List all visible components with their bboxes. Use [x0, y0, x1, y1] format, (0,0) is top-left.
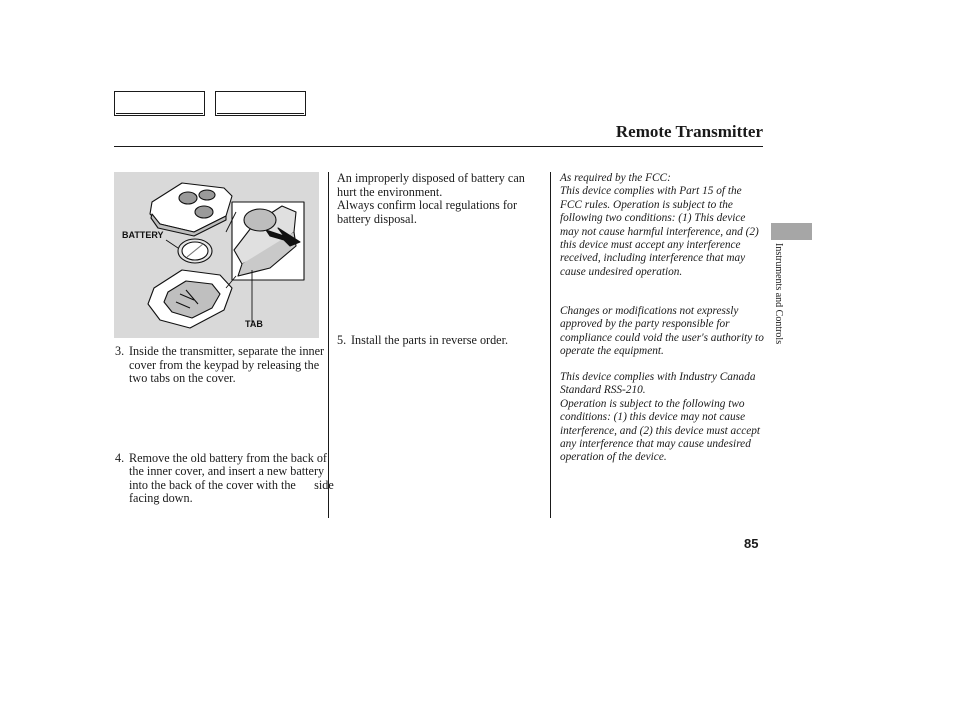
- changes-notice: Changes or modifications not expressly approved by the party responsible for compliance could void the user's authority to operate the equipment.: [560, 305, 764, 358]
- fcc-body: This device complies with Part 15 of the FCC rules. Operation is subject to the following two conditions: (1) This device may not cause harmful interference, and (2) this device must accept any interference received, including interference that may cause undesired operation.: [560, 185, 759, 278]
- industry-canada-notice: [560, 371, 765, 465]
- transmitter-drawing: [114, 172, 319, 338]
- fcc-notice: [560, 172, 765, 279]
- step-4-text: Remove the old battery from the back of the inner cover, and insert a new battery into the back of the cover with the side facing down.: [129, 450, 337, 505]
- battery-leader-line: [166, 240, 178, 248]
- page-title: Remote Transmitter: [615, 122, 763, 141]
- transmitter-illustration: [114, 172, 319, 338]
- industry-canada-line-1: This device complies with Industry Canada Standard RSS-210.: [560, 371, 756, 397]
- section-tab-marker[interactable]: [771, 223, 812, 240]
- step-3-number: 3.: [115, 344, 125, 358]
- battery-label: BATTERY: [122, 230, 164, 240]
- fcc-heading: As required by the FCC:: [560, 172, 671, 184]
- step-4: [115, 452, 339, 506]
- step-3: [115, 345, 334, 386]
- industry-canada-line-2: Operation is subject to the following two conditions: (1) this device may not cause interference, and (2) this device must accept any interference that may cause undesired operation of the device.: [560, 397, 761, 464]
- disposal-caution-line-2: Always confirm local regulations for battery disposal.: [337, 198, 518, 226]
- page-number: 85: [744, 536, 759, 551]
- tab-label: TAB: [245, 319, 263, 329]
- header-divider: [114, 146, 763, 147]
- step-4-number: 4.: [115, 450, 125, 465]
- disposal-caution-line-1: An improperly disposed of battery can hurt the environment.: [337, 171, 525, 199]
- section-tab-label: Instruments and Controls: [773, 243, 784, 345]
- nav-button-2[interactable]: [215, 91, 306, 116]
- step-3-text: Inside the transmitter, separate the inner cover from the keypad by releasing the two tabs on the cover.: [129, 344, 325, 385]
- step-5-text: Install the parts in reverse order.: [351, 332, 509, 347]
- disposal-caution: [337, 172, 542, 226]
- nav-button-1[interactable]: [114, 91, 205, 116]
- step-5: [337, 334, 556, 348]
- step-5-number: 5.: [337, 332, 347, 347]
